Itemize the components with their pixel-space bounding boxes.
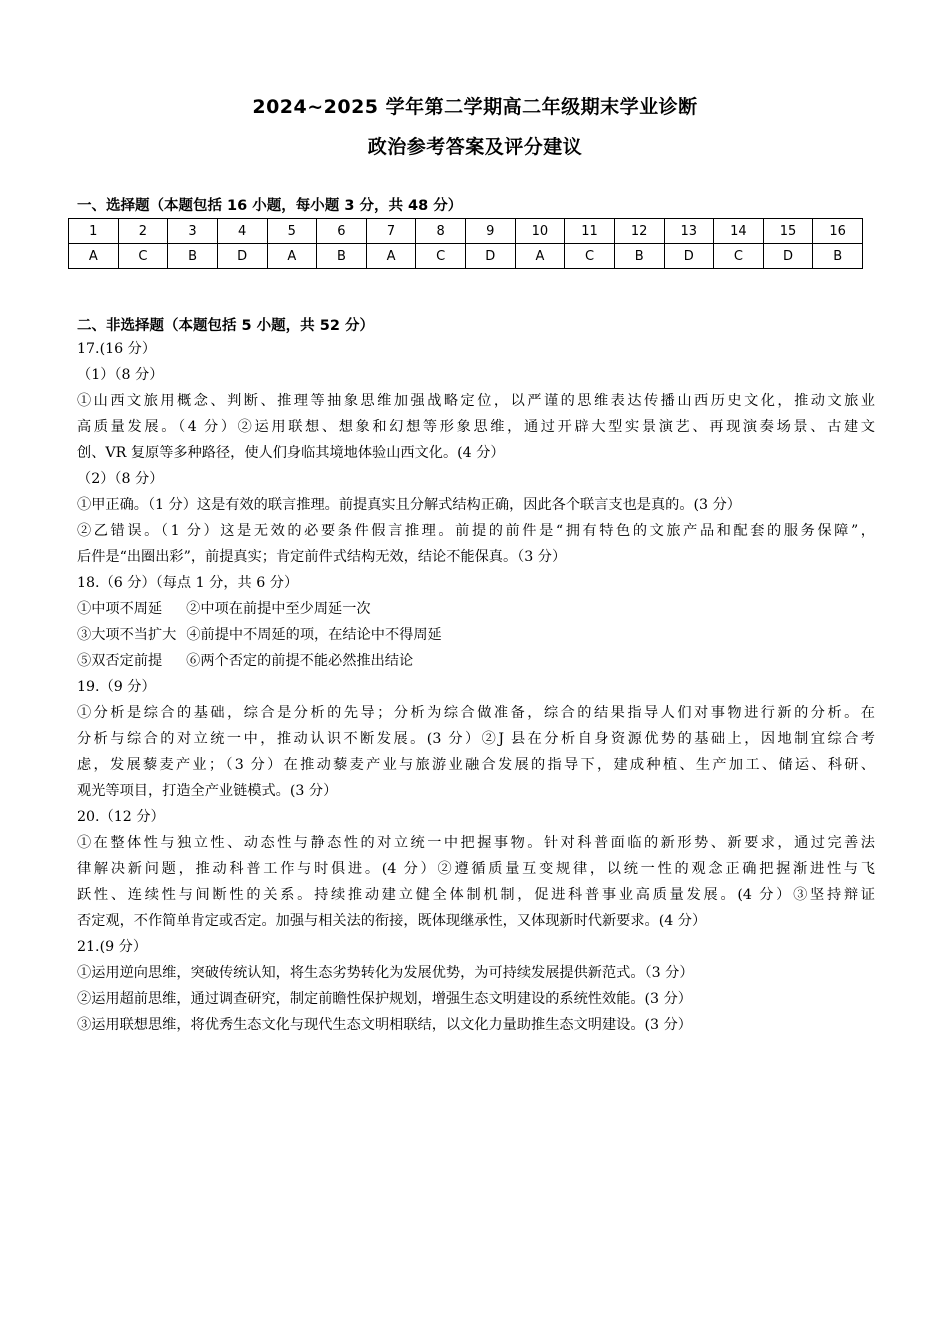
answer-cell: B bbox=[168, 244, 218, 269]
q21-heading: 21.(9 分） bbox=[77, 939, 148, 955]
answer-cell: B bbox=[317, 244, 367, 269]
question-number: 13 bbox=[664, 219, 714, 244]
answer-cell: C bbox=[416, 244, 466, 269]
q19-text: 分析与综合的对立统一中，推动认识不断发展。(3 分）②J 县在分析自身资源优势的基础上，因地制宜综合考 bbox=[77, 731, 875, 747]
question-number: 6 bbox=[317, 219, 367, 244]
question-number: 11 bbox=[565, 219, 615, 244]
answer-cell: B bbox=[813, 244, 863, 269]
q19-heading: 19.（9 分） bbox=[77, 679, 156, 695]
q20-text: 跃性、连续性与间断性的关系。持续推动建立健全体制机制，促进科普事业高质量发展。(4 分）③坚持辩证 bbox=[77, 887, 875, 903]
question-number: 8 bbox=[416, 219, 466, 244]
q20-text: 律解决新问题，推动科普工作与时俱进。(4 分）②遵循质量互变规律，以统一性的观念正确把握渐进性与飞 bbox=[77, 861, 875, 877]
answer-cell: D bbox=[664, 244, 714, 269]
q18-heading: 18.（6 分）（每点 1 分，共 6 分） bbox=[77, 575, 299, 591]
answers-body bbox=[77, 336, 875, 1038]
q18-answer-row bbox=[77, 648, 875, 674]
question-number: 1 bbox=[69, 219, 119, 244]
answer-cell: C bbox=[118, 244, 168, 269]
section-choice-heading: 一、选择题（本题包括 16 小题，每小题 3 分，共 48 分） bbox=[77, 198, 463, 214]
answer-cell: A bbox=[267, 244, 317, 269]
q20-heading: 20.（12 分） bbox=[77, 809, 165, 825]
question-number: 16 bbox=[813, 219, 863, 244]
q18-point: ④前提中不周延的项，在结论中不得周延 bbox=[186, 627, 442, 643]
answer-cell: C bbox=[714, 244, 764, 269]
answer-cell: B bbox=[614, 244, 664, 269]
q17-part1-text: 高质量发展。（4 分）②运用联想、想象和幻想等形象思维，通过开辟大型实景演艺、再现演奏场景、古建文 bbox=[77, 419, 875, 435]
question-number: 4 bbox=[217, 219, 267, 244]
q18-point: ①中项不周延 bbox=[77, 601, 163, 617]
q21-text: ①运用逆向思维，突破传统认知，将生态劣势转化为发展优势，为可持续发展提供新范式。（3 分） bbox=[77, 965, 694, 981]
q20-text: ①在整体性与独立性、动态性与静态性的对立统一中把握事物。针对科普面临的新形势、新要求，通过完善法 bbox=[77, 835, 875, 851]
question-number: 2 bbox=[118, 219, 168, 244]
question-number: 3 bbox=[168, 219, 218, 244]
page-subtitle: 政治参考答案及评分建议 bbox=[367, 136, 583, 158]
question-number-row bbox=[69, 219, 863, 244]
q19-text: 观光等项目，打造全产业链模式。(3 分） bbox=[77, 783, 338, 799]
question-number: 14 bbox=[714, 219, 764, 244]
answer-row bbox=[69, 244, 863, 269]
q17-part2-text: ②乙错误。（1 分）这是无效的必要条件假言推理。前提的前件是“拥有特色的文旅产品和配套的服务保障”， bbox=[77, 523, 875, 539]
q18-point: ②中项在前提中至少周延一次 bbox=[186, 601, 371, 617]
q18-answer-row bbox=[77, 622, 875, 648]
answer-cell: D bbox=[763, 244, 813, 269]
q17-part1-heading: （1）（8 分） bbox=[77, 367, 164, 383]
q18-point: ⑤双否定前提 bbox=[77, 653, 163, 669]
q21-text: ②运用超前思维，通过调查研究，制定前瞻性保护规划，增强生态文明建设的系统性效能。(3 分） bbox=[77, 991, 692, 1007]
answer-table bbox=[68, 218, 863, 269]
question-number: 10 bbox=[515, 219, 565, 244]
answer-cell: C bbox=[565, 244, 615, 269]
q18-point: ⑥两个否定的前提不能必然推出结论 bbox=[186, 653, 414, 669]
question-number: 9 bbox=[466, 219, 516, 244]
q17-part2-heading: （2）（8 分） bbox=[77, 471, 164, 487]
answer-cell: A bbox=[515, 244, 565, 269]
q20-text: 否定观，不作简单肯定或否定。加强与相关法的衔接，既体现继承性，又体现新时代新要求。(4 分） bbox=[77, 913, 707, 929]
q17-heading: 17.(16 分） bbox=[77, 341, 157, 357]
answer-cell: D bbox=[217, 244, 267, 269]
q19-text: ①分析是综合的基础，综合是分析的先导；分析为综合做准备，综合的结果指导人们对事物进行新的分析。在 bbox=[77, 705, 875, 721]
q19-text: 虑，发展藜麦产业；（3 分）在推动藜麦产业与旅游业融合发展的指导下，建成种植、生产加工、储运、科研、 bbox=[77, 757, 875, 773]
section-nonchoice-heading: 二、非选择题（本题包括 5 小题，共 52 分） bbox=[77, 318, 374, 334]
q21-text: ③运用联想思维，将优秀生态文化与现代生态文明相联结，以文化力量助推生态文明建设。(3 分） bbox=[77, 1017, 692, 1033]
q17-part1-text: 创、VR 复原等多种路径，使人们身临其境地体验山西文化。(4 分） bbox=[77, 445, 505, 461]
question-number: 12 bbox=[614, 219, 664, 244]
question-number: 7 bbox=[366, 219, 416, 244]
q17-part2-text: ①甲正确。（1 分）这是有效的联言推理。前提真实且分解式结构正确，因此各个联言支也是真的。(3 分） bbox=[77, 497, 741, 513]
answer-cell: A bbox=[366, 244, 416, 269]
answer-cell: D bbox=[466, 244, 516, 269]
q17-part1-text: ①山西文旅用概念、判断、推理等抽象思维加强战略定位，以严谨的思维表达传播山西历史文化，推动文旅业 bbox=[77, 393, 875, 409]
question-number: 5 bbox=[267, 219, 317, 244]
q17-part2-text: 后件是“出圈出彩”，前提真实；肯定前件式结构无效，结论不能保真。（3 分） bbox=[77, 549, 567, 565]
page-title: 2024~2025 学年第二学期高二年级期末学业诊断 bbox=[252, 96, 698, 118]
q18-point: ③大项不当扩大 bbox=[77, 627, 177, 643]
question-number: 15 bbox=[763, 219, 813, 244]
q18-answer-row bbox=[77, 596, 875, 622]
answer-cell: A bbox=[69, 244, 119, 269]
